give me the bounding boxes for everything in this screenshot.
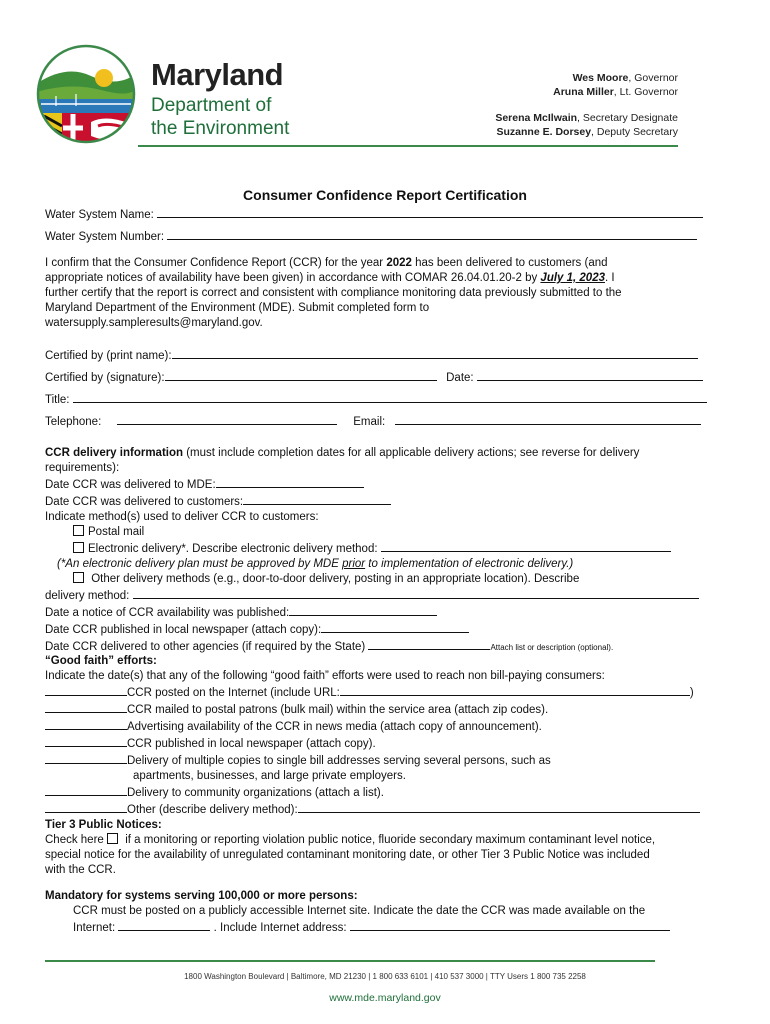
title-row: Title: <box>45 391 707 407</box>
date-to-mde-field[interactable] <box>216 476 364 488</box>
mandatory-section: Mandatory for systems serving 100,000 or more persons: CCR must be posted on a publicly accessible Internet site. Indicate the date the CCR was made available on the Internet: . Include Internet address: <box>45 889 725 936</box>
water-system-name-row: Water System Name: <box>45 206 703 222</box>
footer-website-link[interactable]: www.mde.maryland.gov <box>329 992 441 1004</box>
certified-print-row: Certified by (print name): <box>45 347 698 363</box>
water-system-number-row: Water System Number: <box>45 228 697 244</box>
good-faith-date-5[interactable] <box>45 752 127 764</box>
notice-published-field[interactable] <box>289 604 437 616</box>
other-good-faith-field[interactable] <box>298 801 700 813</box>
mde-logo-emblem <box>36 44 136 144</box>
footer-address: 1800 Washington Boulevard | Baltimore, MD 21230 | 1 800 633 6101 | 410 537 3000 | TTY Users 1 800 735 2258 <box>184 972 586 981</box>
water-system-number-field[interactable] <box>167 228 697 240</box>
certified-print-field[interactable] <box>172 347 698 359</box>
other-agencies-field[interactable] <box>368 638 490 650</box>
good-faith-section: “Good faith” efforts: Indicate the date(s) that any of the following “good faith” efforts were used to reach non bill-paying consumers: CCR posted on the Internet (include URL: ) CCR mailed to postal patrons (bulk mail) within the service area (attach zip codes). Advertising availability of the CCR in news media (attach copy of announcement). CCR published in local newspaper (attach copy). Delivery of multiple copies to single bill addresses serving several persons, such as apartments, businesses, and large private employers. Delivery to community organizations (attach a list). Other (describe delivery method): <box>45 654 725 818</box>
good-faith-date-7[interactable] <box>45 801 127 813</box>
water-system-name-field[interactable] <box>157 206 703 218</box>
header-divider <box>138 145 678 147</box>
good-faith-date-2[interactable] <box>45 701 127 713</box>
lt-governor-line: Aruna Miller, Lt. Governor <box>553 86 678 98</box>
deputy-secretary-line: Suzanne E. Dorsey, Deputy Secretary <box>496 126 678 138</box>
signature-field[interactable] <box>165 369 437 381</box>
other-delivery-checkbox[interactable] <box>73 572 84 583</box>
brand-dept-line1: Department of <box>151 95 272 116</box>
electronic-method-field[interactable] <box>381 540 671 552</box>
telephone-field[interactable] <box>117 413 337 425</box>
good-faith-date-6[interactable] <box>45 784 127 796</box>
certified-signature-row: Certified by (signature): Date: <box>45 369 703 385</box>
email-field[interactable] <box>395 413 701 425</box>
secretary-line: Serena McIlwain, Secretary Designate <box>495 112 678 124</box>
tier3-heading: Tier 3 Public Notices: <box>45 819 162 831</box>
tier3-checkbox[interactable] <box>107 833 118 844</box>
internet-date-field[interactable] <box>118 919 210 931</box>
internet-address-field[interactable] <box>350 919 670 931</box>
date-field[interactable] <box>477 369 703 381</box>
delivery-heading: CCR delivery information <box>45 447 184 459</box>
title-field[interactable] <box>73 391 707 403</box>
brand-name: Maryland <box>151 57 284 92</box>
date-to-customers-field[interactable] <box>243 493 391 505</box>
form-title: Consumer Confidence Report Certification <box>243 187 527 203</box>
electronic-delivery-checkbox[interactable] <box>73 542 84 553</box>
telephone-email-row: Telephone: Email: <box>45 413 701 429</box>
delivery-section: CCR delivery information (must include completion dates for all applicable delivery actions; see reverse for delivery requirements): Date CCR was delivered to MDE: Date CCR was delivered to customers: Indicate method(s) used to deliver CCR to customers: Postal mail Electronic delivery*. Describe electronic delivery method: (*An electronic delivery plan must be approved by MDE prior to implementation of electronic delivery.) Other delivery methods (e.g., door-to-door delivery, posting in an appropriate location). Describe delivery method: Date a notice of CCR availability was published: Date CCR published in local newspaper (attach copy): Date CCR delivered to other agencies (if required by the State) Attach list or description (optional). <box>45 446 725 655</box>
url-field[interactable] <box>340 684 690 696</box>
other-method-field[interactable] <box>133 587 699 599</box>
tier3-section: Tier 3 Public Notices: Check here if a monitoring or reporting violation public notice, fluoride secondary maximum contaminant level notice, special notice for the availability of unregulated contaminant monitoring date, or other Tier 3 Public Notice was included with the CCR. <box>45 819 656 876</box>
brand-dept-line2: the Environment <box>151 118 290 139</box>
postal-mail-checkbox[interactable] <box>73 525 84 536</box>
good-faith-date-3[interactable] <box>45 718 127 730</box>
good-faith-date-4[interactable] <box>45 735 127 747</box>
governor-line: Wes Moore, Governor <box>572 72 678 84</box>
good-faith-date-1[interactable] <box>45 684 127 696</box>
good-faith-heading: “Good faith” efforts: <box>45 655 157 667</box>
mandatory-heading: Mandatory for systems serving 100,000 or more persons: <box>45 890 358 902</box>
footer-divider <box>45 960 655 962</box>
confirmation-paragraph: I confirm that the Consumer Confidence Report (CCR) for the year 2022 has been delivered to customers (and appropriate notices of availability have been given) in accordance with COMAR 26.04.01.20-2 by July 1, 2023. I further certify that the report is correct and consistent with compliance monitoring data previously submitted to the Maryland Department of the Environment (MDE). Submit completed form to watersupply.sampleresults@maryland.gov. <box>45 257 622 329</box>
newspaper-field[interactable] <box>321 621 469 633</box>
